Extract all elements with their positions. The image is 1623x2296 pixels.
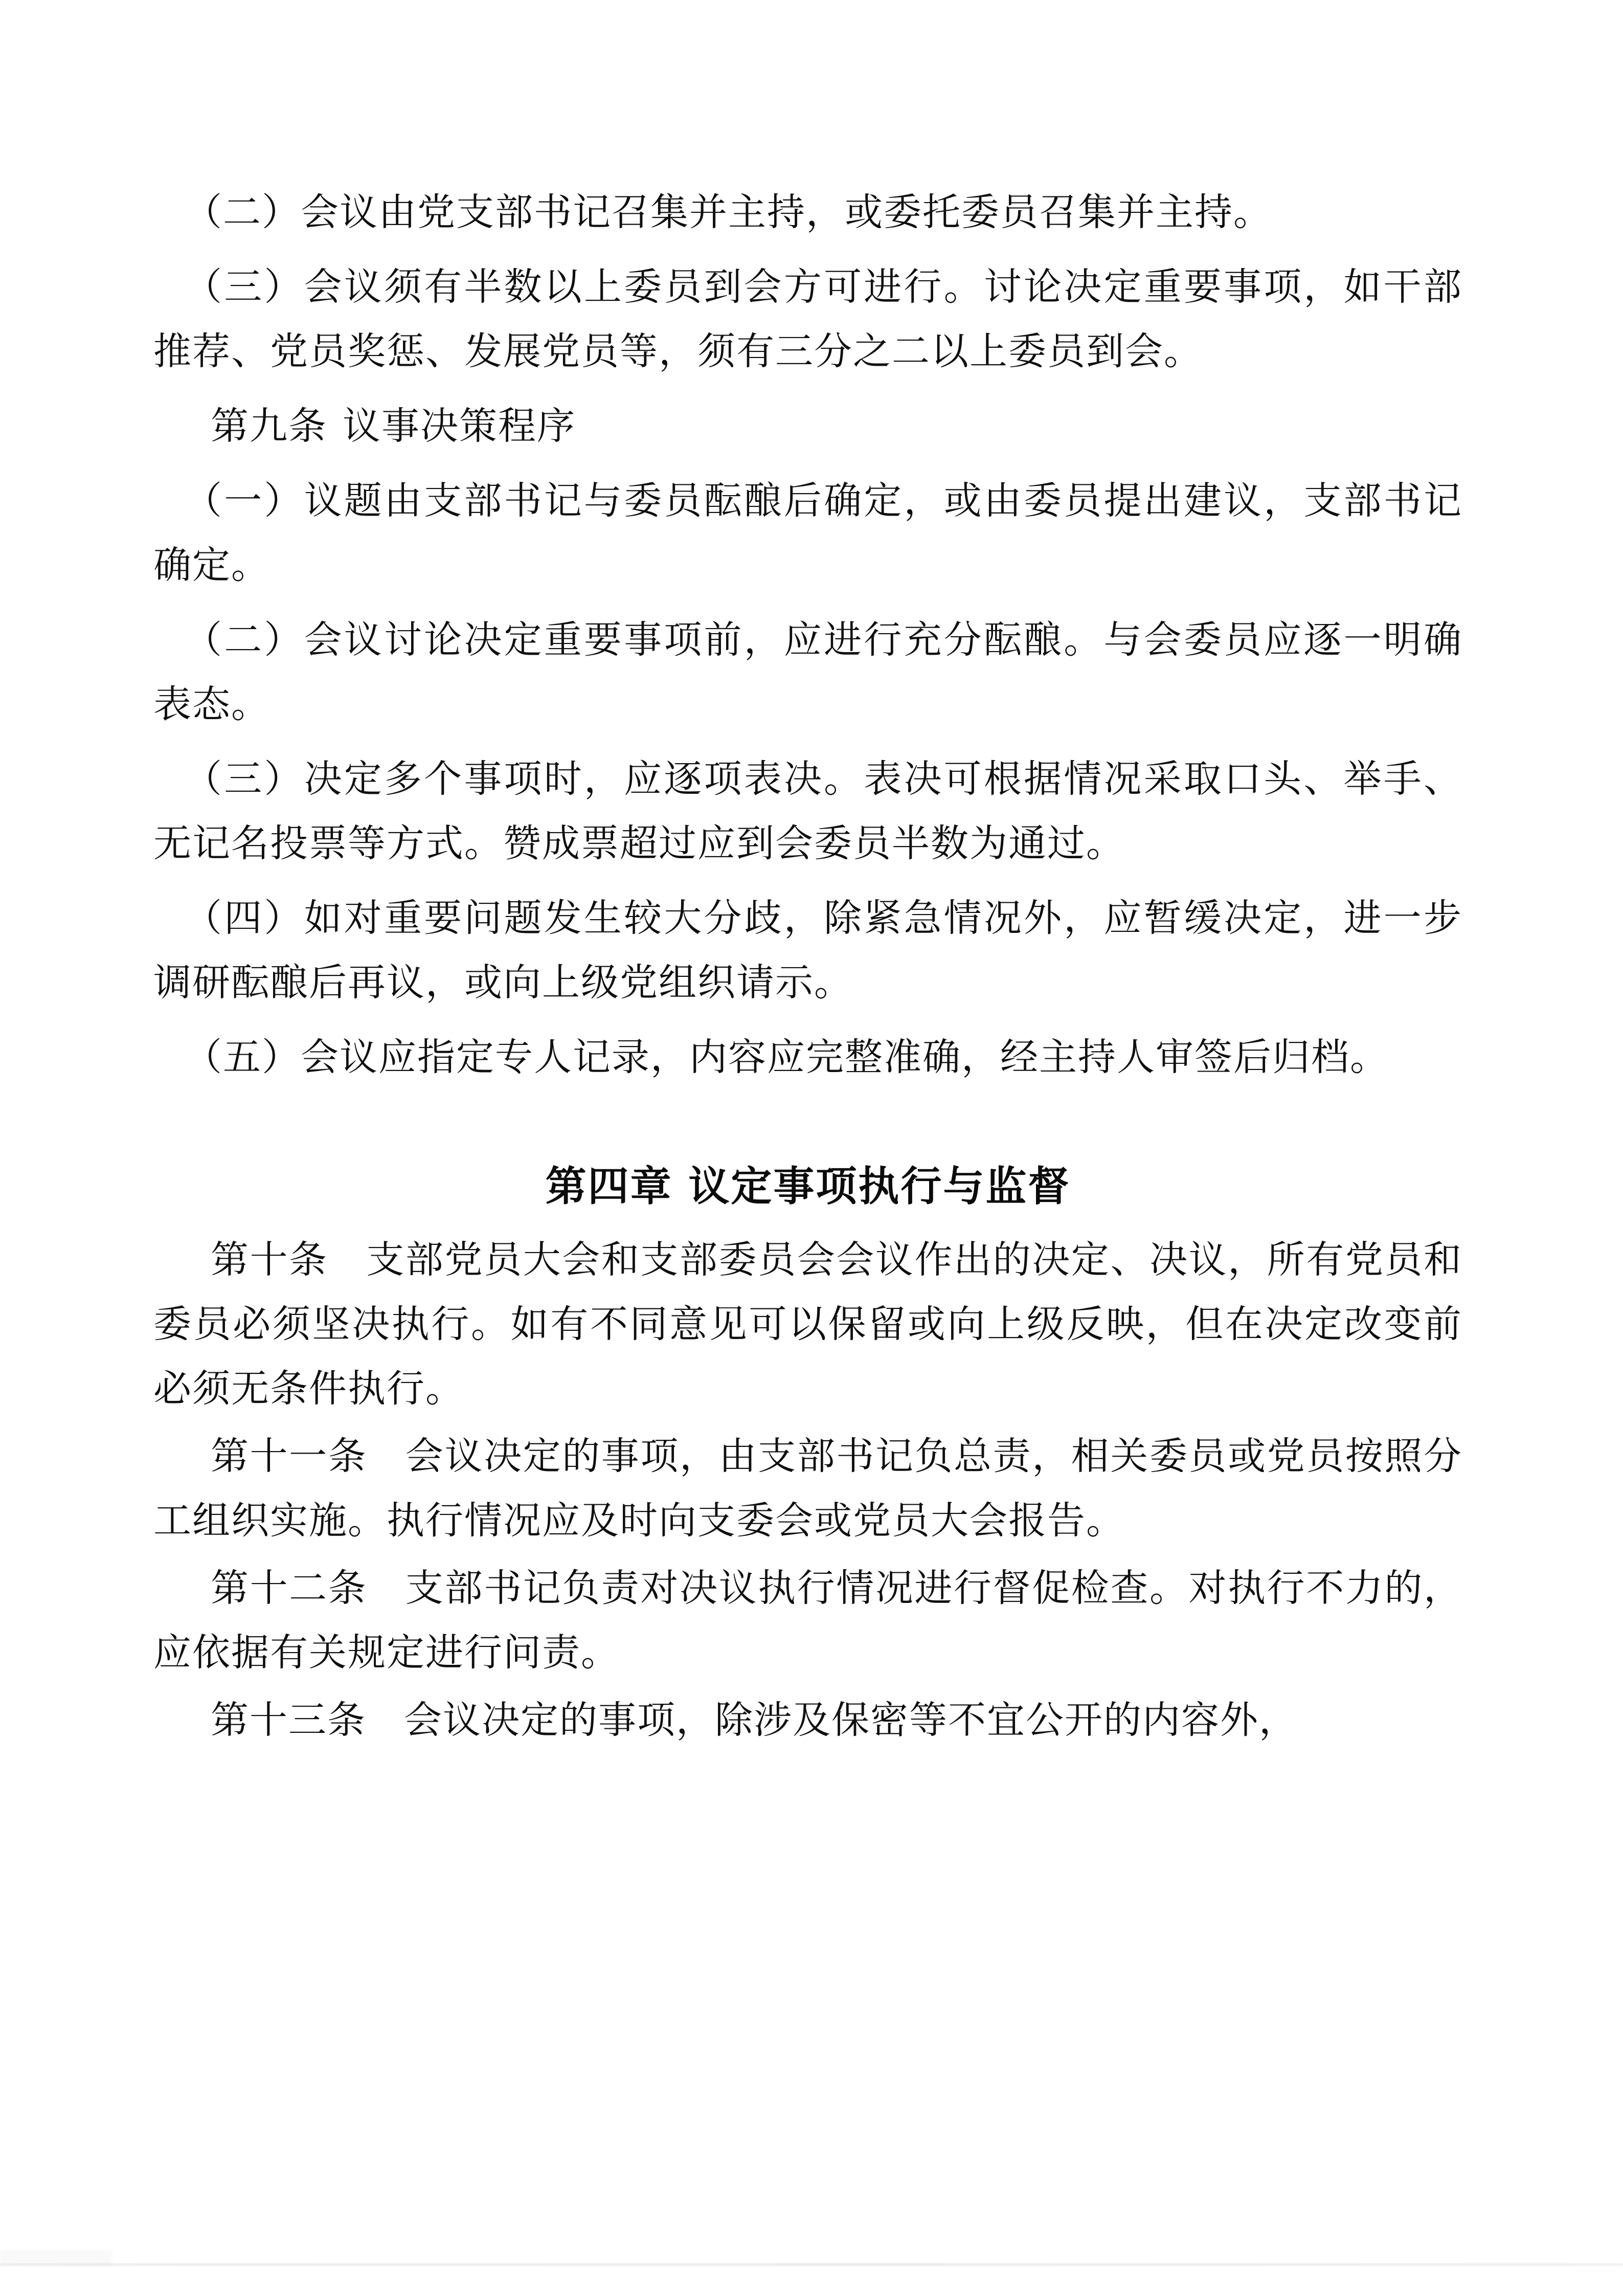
paragraph-art10 [153, 1228, 1462, 1421]
document-text-block [153, 180, 1462, 1755]
article-number-thirteen: 第十三条 [211, 1698, 366, 1742]
paragraph-art9-item3: （三）决定多个事项时，应逐项表决。表决可根据情况采取口头、举手、无记名投票等方式。赞成票超过应到会委员半数为通过。 [153, 757, 1462, 865]
paragraph-art9-item4: （四）如对重要问题发生较大分歧，除紧急情况外，应暂缓决定，进一步调研酝酿后再议，或向上级党组织请示。 [153, 896, 1462, 1005]
heading-spacer-bottom [153, 1213, 1462, 1228]
article-number-ten: 第十条 [211, 1238, 328, 1282]
article-number-nine: 第九条 [211, 404, 327, 448]
article-body-twelve: 支部书记负责对决议执行情况进行督促检查。对执行不力的，应依据有关规定进行问责。 [153, 1566, 1463, 1675]
chapter-four-heading: 第四章 议定事项执行与监督 [545, 1163, 1071, 1210]
paragraph-art9-item5: （五）会议应指定专人记录，内容应完整准确，经主持人审签后归档。 [184, 1035, 1389, 1079]
article-body-thirteen: 会议决定的事项，除涉及保密等不宜公开的内容外， [404, 1698, 1298, 1742]
article-title-nine [153, 394, 1462, 458]
paragraph-art9-item2: （二）会议讨论决定重要事项前，应进行充分酝酿。与会委员应逐一明确表态。 [153, 618, 1462, 726]
paragraph-art8-item2: （二）会议由党支部书记召集并主持，或委托委员召集并主持。 [184, 190, 1272, 234]
article-number-twelve: 第十二条 [211, 1566, 368, 1610]
article-group-chapter-four [153, 1228, 1462, 1752]
paragraph-art12 [153, 1556, 1462, 1685]
paragraph-art13 [153, 1688, 1462, 1752]
paragraph-art8-item3: （三）会议须有半数以上委员到会方可进行。讨论决定重要事项，如干部推荐、党员奖惩、发展党员等，须有三分之二以上委员到会。 [153, 265, 1462, 373]
paragraph-art11 [153, 1424, 1462, 1553]
paragraph-art9-item1: （一）议题由支部书记与委员酝酿后确定，或由委员提出建议，支部书记确定。 [153, 479, 1462, 587]
article-number-eleven: 第十一条 [211, 1434, 368, 1478]
article-body-eleven: 会议决定的事项，由支部书记负总责，相关委员或党员按照分工组织实施。执行情况应及时向支委会或党员大会报告。 [153, 1434, 1463, 1543]
scan-edge-artifact [0, 2263, 1623, 2266]
article-body-ten: 支部党员大会和支部委员会会议作出的决定、决议，所有党员和委员必须坚决执行。如有不同意见可以保留或向上级反映，但在决定改变前必须无条件执行。 [153, 1238, 1463, 1411]
article-title-nine-text: 议事决策程序 [343, 404, 576, 448]
heading-spacer-top [153, 1100, 1462, 1160]
